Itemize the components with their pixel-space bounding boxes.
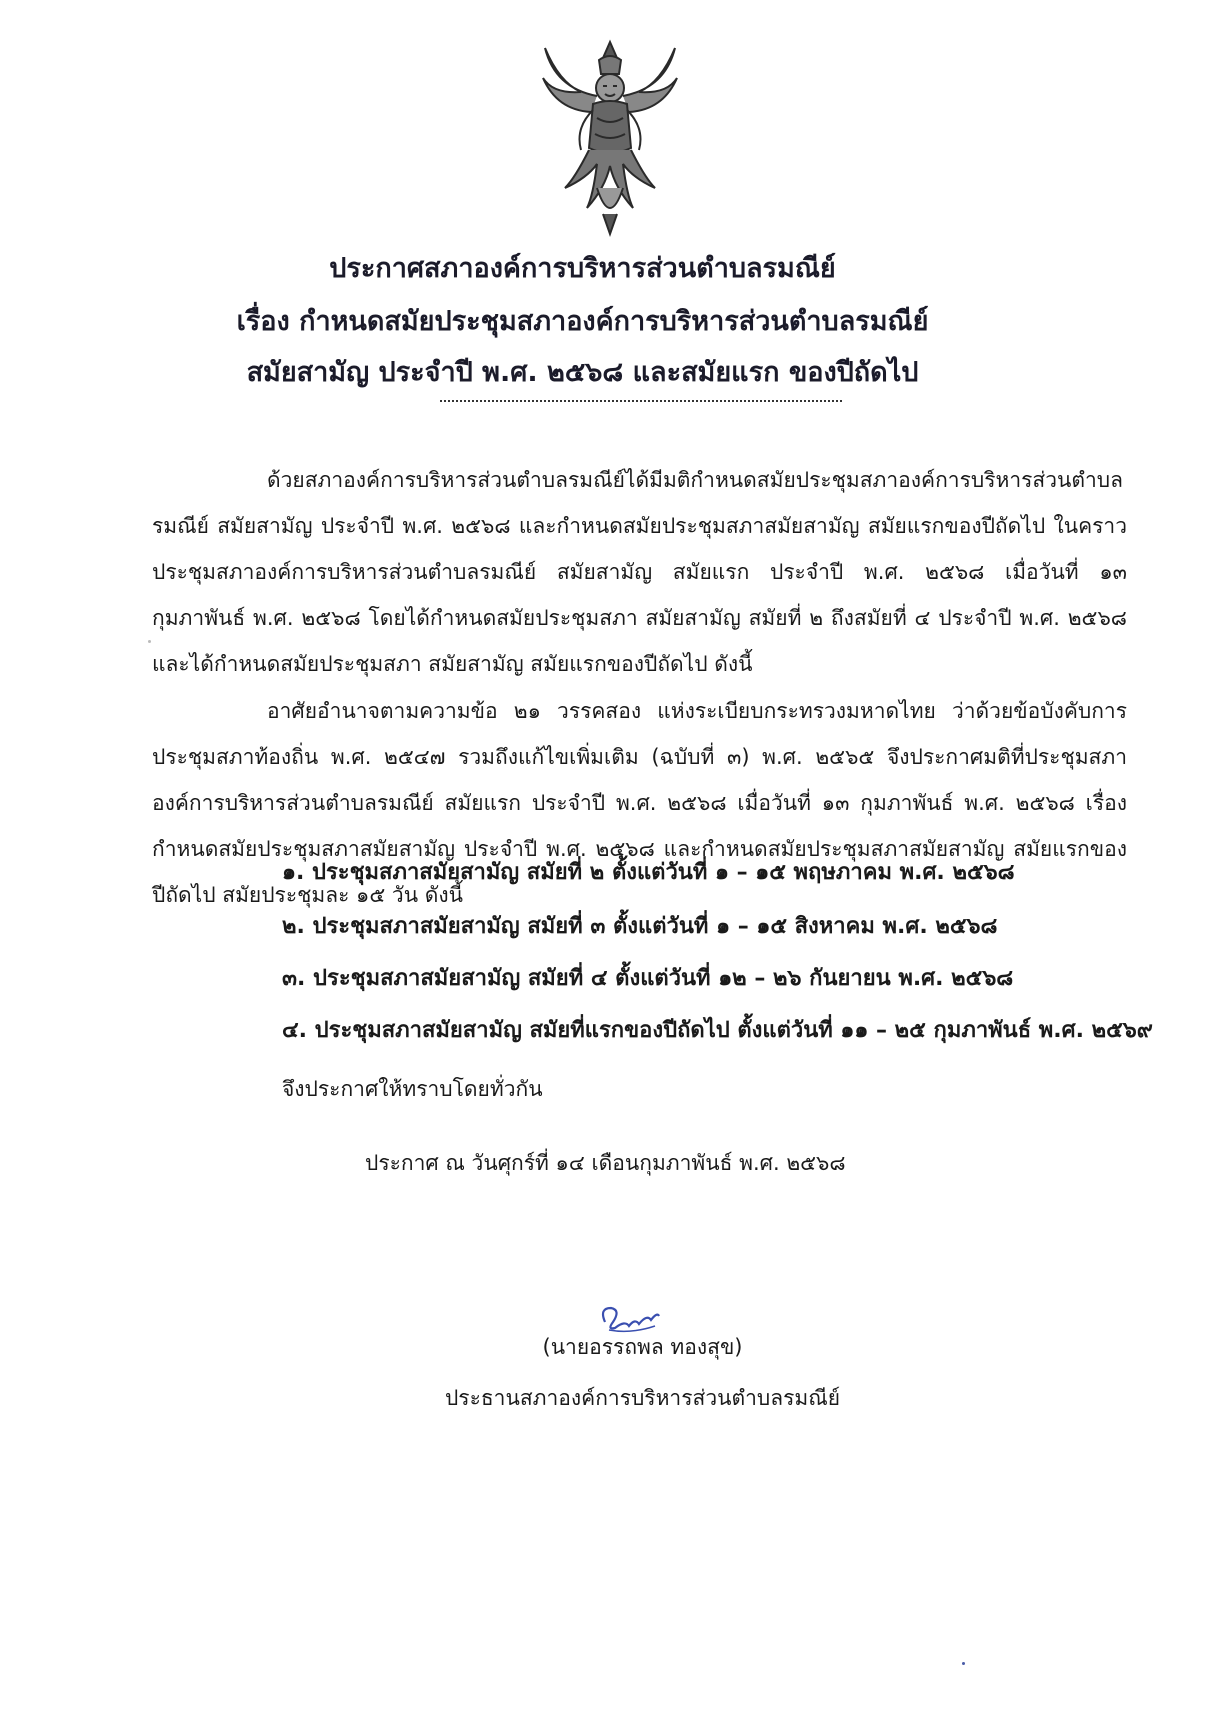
- announcement-title: ประกาศสภาองค์การบริหารส่วนตำบลรมณีย์: [329, 253, 836, 284]
- announcement-subject: เรื่อง กำหนดสมัยประชุมสภาองค์การบริหารส่วนตำบลรมณีย์: [236, 306, 929, 337]
- session-item-3: ๓. ประชุมสภาสมัยสามัญ สมัยที่ ๔ ตั้งแต่วันที่ ๑๒ – ๒๖ กันยายน พ.ศ. ๒๕๖๘: [282, 966, 1014, 991]
- scan-speck: [148, 640, 151, 643]
- closing-line: จึงประกาศให้ทราบโดยทั่วกัน: [282, 1077, 543, 1101]
- signatory-position: ประธานสภาองค์การบริหารส่วนตำบลรมณีย์: [444, 1386, 841, 1410]
- scan-speck: [962, 1662, 965, 1665]
- announcement-subject-line2: สมัยสามัญ ประจำปี พ.ศ. ๒๕๖๘ และสมัยแรก ของปีถัดไป: [246, 357, 919, 388]
- signatory-name: (นายอรรถพล ทองสุข): [542, 1335, 743, 1359]
- session-item-2: ๒. ประชุมสภาสมัยสามัญ สมัยที่ ๓ ตั้งแต่วันที่ ๑ – ๑๕ สิงหาคม พ.ศ. ๒๕๖๘: [282, 914, 998, 939]
- announcement-date: ประกาศ ณ วันศุกร์ที่ ๑๔ เดือนกุมภาพันธ์ พ.ศ. ๒๕๖๘: [365, 1151, 846, 1175]
- session-item-1: ๑. ประชุมสภาสมัยสามัญ สมัยที่ ๒ ตั้งแต่วันที่ ๑ – ๑๕ พฤษภาคม พ.ศ. ๒๕๖๘: [282, 860, 1015, 885]
- body-paragraph-1: ด้วยสภาองค์การบริหารส่วนตำบลรมณีย์ได้มีมติกำหนดสมัยประชุมสภาองค์การบริหารส่วนตำบลรมณีย์ สมัยสามัญ ประจำปี พ.ศ. ๒๕๖๘ และกำหนดสมัยประชุมสภาสมัยสามัญ สมัยแรกของปีถัดไป ในคราวประชุมสภาองค์การบริหารส่วนตำบลรมณีย์ สมัยสามัญ สมัยแรก ประจำปี พ.ศ. ๒๕๖๘ เมื่อวันที่ ๑๓ กุมภาพันธ์ พ.ศ. ๒๕๖๘ โดยได้กำหนดสมัยประชุมสภา สมัยสามัญ สมัยที่ ๒ ถึงสมัยที่ ๔ ประจำปี พ.ศ. ๒๕๖๘ และได้กำหนดสมัยประชุมสภา สมัยสามัญ สมัยแรกของปีถัดไป ดังนี้: [152, 468, 1127, 676]
- garuda-emblem-icon: [535, 38, 685, 238]
- session-item-4: ๔. ประชุมสภาสมัยสามัญ สมัยที่แรกของปีถัดไป ตั้งแต่วันที่ ๑๑ – ๒๕ กุมภาพันธ์ พ.ศ. ๒๕๖๙: [282, 1018, 1153, 1043]
- divider: [440, 400, 842, 402]
- body-paragraph-2: อาศัยอำนาจตามความข้อ ๒๑ วรรคสอง แห่งระเบียบกระทรวงมหาดไทย ว่าด้วยข้อบังคับการประชุมสภาท้องถิ่น พ.ศ. ๒๕๔๗ รวมถึงแก้ไขเพิ่มเติม (ฉบับที่ ๓) พ.ศ. ๒๕๖๕ จึงประกาศมติที่ประชุมสภาองค์การบริหารส่วนตำบลรมณีย์ สมัยแรก ประจำปี พ.ศ. ๒๕๖๘ เมื่อวันที่ ๑๓ กุมภาพันธ์ พ.ศ. ๒๕๖๘ เรื่องกำหนดสมัยประชุมสภาสมัยสามัญ ประจำปี พ.ศ. ๒๕๖๘ และกำหนดสมัยประชุมสภาสมัยสามัญ สมัยแรกของปีถัดไป สมัยประชุมละ ๑๕ วัน ดังนี้: [152, 699, 1127, 907]
